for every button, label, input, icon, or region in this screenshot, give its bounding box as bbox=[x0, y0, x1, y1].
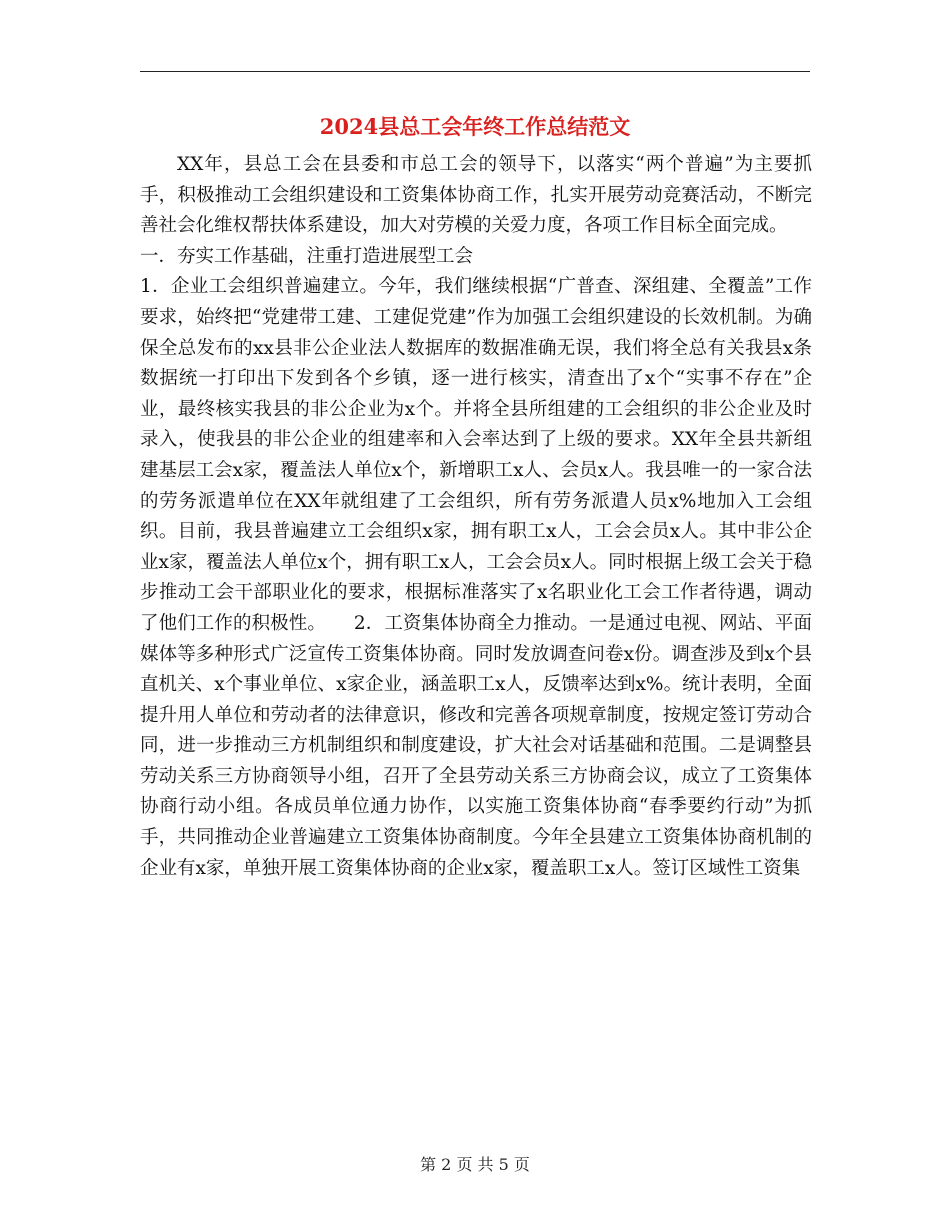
section-heading: 一．夯实工作基础，注重打造进展型工会 bbox=[140, 245, 474, 267]
document-title: 2024县总工会年终工作总结范文 bbox=[319, 114, 631, 139]
page-number: 第 2 页 共 5 页 bbox=[420, 1155, 530, 1174]
document-body bbox=[140, 150, 812, 884]
header-rule bbox=[140, 71, 810, 72]
paragraph-organization: 1．企业工会组织普遍建立。今年，我们继续根据“广普查、深组建、全覆盖”工作要求，始终把“党建带工建、工建促党建”作为加强工会组织建设的长效机制。为确保全总发布的xx县非公企业法人数据库的数据准确无误，我们将全总有关我县x条数据统一打印出下发到各个乡镇，逐一进行核实，清查出了x个“实事不存在”企业，最终核实我县的非公企业为x个。并将全县所组建的工会组织的非公企业及时录入，使我县的非公企业的组建率和入会率达到了上级的要求。XX年全县共新组建基层工会x家，覆盖法人单位x个，新增职工x人、会员x人。我县唯一的一家合法的劳务派遣单位在XX年就组建了工会组织，所有劳务派遣人员x%地加入工会组织。目前，我县普遍建立工会组织x家，拥有职工x人，工会会员x人。其中非公企业x家，覆盖法人单位x个，拥有职工x人，工会会员x人。同时根据上级工会关于稳步推动工会干部职业化的要求，根据标准落实了x名职业化工会工作者待遇，调动了他们工作的积极性。 2．工资集体协商全力推动。一是通过电视、网站、平面媒体等多种形式广泛宣传工资集体协商。同时发放调查问卷x份。调查涉及到x个县直机关、x个事业单位、x家企业，涵盖职工x人，反馈率达到x%。统计表明，全面提升用人单位和劳动者的法律意识，修改和完善各项规章制度，按规定签订劳动合同，进一步推动三方机制组织和制度建设，扩大社会对话基础和范围。二是调整县劳动关系三方协商领导小组，召开了全县劳动关系三方协商会议，成立了工资集体协商行动小组。各成员单位通力协作，以实施工资集体协商“春季要约行动”为抓手，共同推动企业普遍建立工资集体协商制度。今年全县建立工资集体协商机制的企业有x家，单独开展工资集体协商的企业x家，覆盖职工x人。签订区域性工资集 bbox=[140, 276, 812, 879]
paragraph-intro: XX年，县总工会在县委和市总工会的领导下，以落实“两个普遍”为主要抓手，积极推动工会组织建设和工资集体协商工作，扎实开展劳动竞赛活动，不断完善社会化维权帮扶体系建设，加大对劳模的关爱力度，各项工作目标全面完成。 bbox=[140, 154, 812, 237]
